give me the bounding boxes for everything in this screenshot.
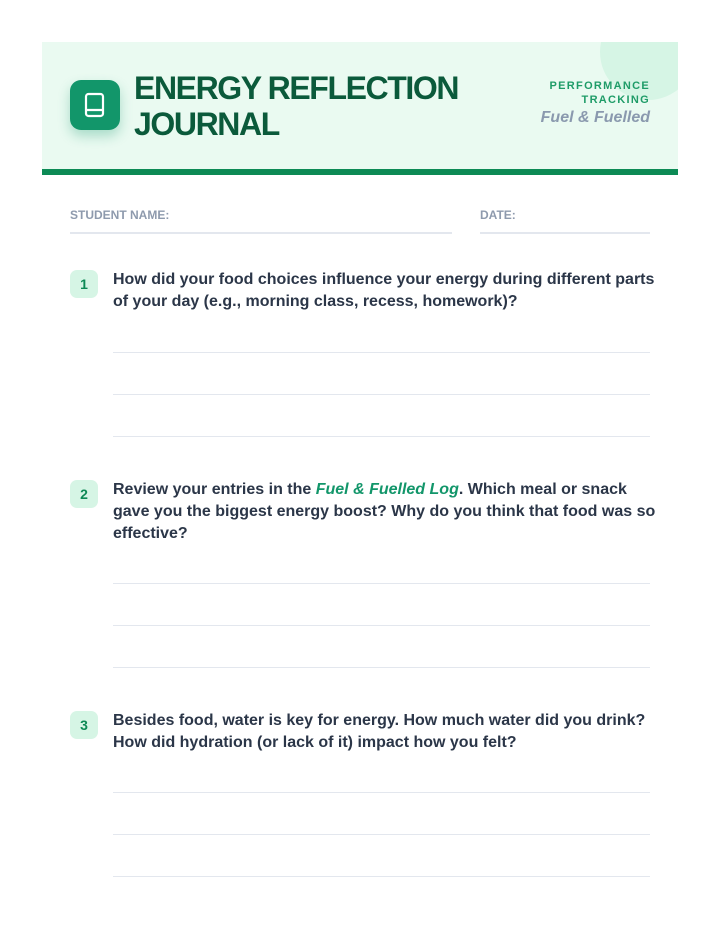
date-label: DATE: bbox=[480, 208, 516, 222]
answer-line[interactable] bbox=[113, 667, 650, 668]
date-field[interactable] bbox=[480, 232, 650, 234]
answer-line[interactable] bbox=[113, 436, 650, 437]
question-number-badge: 1 bbox=[70, 270, 98, 298]
answer-line[interactable] bbox=[113, 583, 650, 584]
log-reference: Fuel & Fuelled Log bbox=[315, 481, 459, 498]
question-text-part: Review your entries in the bbox=[113, 481, 316, 498]
question-text bbox=[113, 479, 658, 545]
answer-line[interactable] bbox=[113, 352, 650, 353]
question-text: Besides food, water is key for energy. How much water did you drink? How did hydration (or lack of it) impact how you felt? bbox=[113, 712, 646, 751]
question-number-badge: 3 bbox=[70, 711, 98, 739]
student-name-label: STUDENT NAME: bbox=[70, 208, 170, 222]
answer-line[interactable] bbox=[113, 394, 650, 395]
performance-tracking-label: PERFORMANCE TRACKING bbox=[549, 80, 650, 106]
answer-line[interactable] bbox=[113, 876, 650, 877]
answer-line[interactable] bbox=[113, 625, 650, 626]
logo-badge bbox=[70, 80, 120, 130]
question-text: How did your food choices influence your energy during different parts of your day (e.g., morning class, recess, homework)? bbox=[113, 271, 655, 310]
answer-line[interactable] bbox=[113, 834, 650, 835]
student-name-field[interactable] bbox=[70, 232, 452, 234]
page-title: ENERGY REFLECTION JOURNAL bbox=[134, 70, 459, 142]
answer-line[interactable] bbox=[113, 792, 650, 793]
question-text-part: . Which meal or snack gave you the biggest energy boost? Why do you think that food was so effective? bbox=[113, 481, 656, 542]
book-icon bbox=[83, 92, 107, 118]
brand-name: Fuel & Fuelled bbox=[540, 109, 650, 126]
question-number-badge: 2 bbox=[70, 480, 98, 508]
journal-header bbox=[42, 42, 678, 175]
